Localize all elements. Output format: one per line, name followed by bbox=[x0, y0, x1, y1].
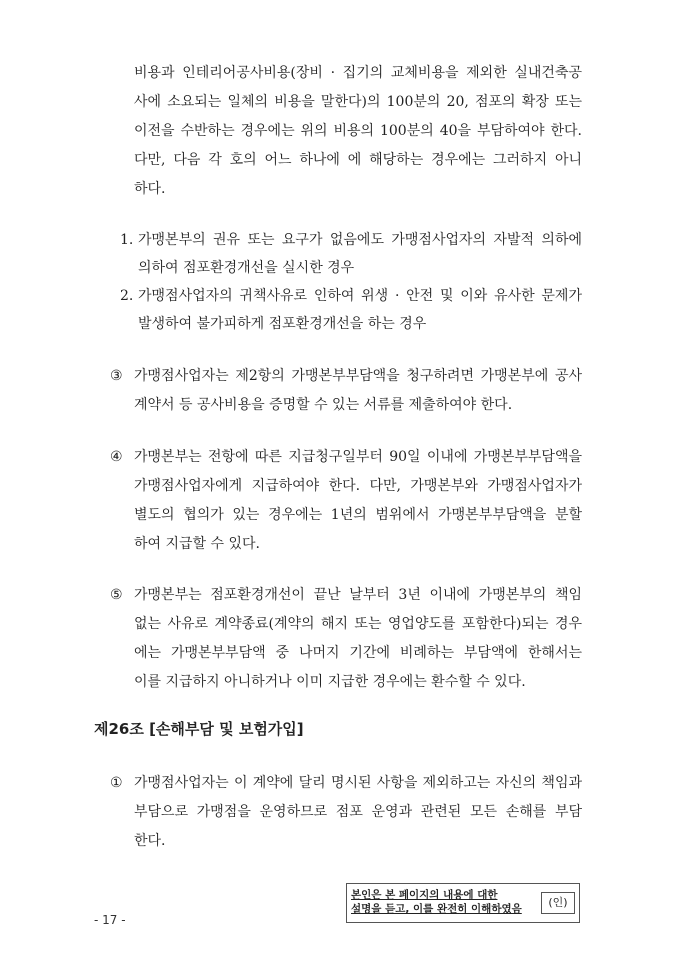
para5-number: ⑤ bbox=[110, 587, 123, 603]
item1-line-1: 가맹본부의 권유 또는 요구가 없음에도 가맹점사업자의 자발적 의하에 bbox=[138, 232, 582, 248]
para4-line-1: 가맹본부는 전항에 따른 지급청구일부터 90일 이내에 가맹본부부담액을 bbox=[134, 449, 582, 465]
item2-number: 2. bbox=[120, 288, 134, 304]
page-number: - 17 - bbox=[94, 913, 126, 927]
intro-line-5: 하다. bbox=[134, 181, 166, 197]
para4-number: ④ bbox=[110, 449, 123, 465]
para3-line-1: 가맹점사업자는 제2항의 가맹본부부담액을 청구하려면 가맹본부에 공사 bbox=[134, 368, 582, 384]
item1-number: 1. bbox=[120, 232, 134, 248]
confirmation-box bbox=[346, 883, 580, 923]
article-heading: 제26조 [손해부담 및 보험가입] bbox=[94, 720, 304, 738]
para4-line-4: 하여 지급할 수 있다. bbox=[134, 536, 260, 552]
art26-para1-line-3: 한다. bbox=[134, 833, 166, 849]
intro-line-2: 사에 소요되는 일체의 비용을 말한다)의 100분의 20, 점포의 확장 또는 bbox=[134, 94, 582, 110]
para5-line-1: 가맹본부는 점포환경개선이 끝난 날부터 3년 이내에 가맹본부의 책임 bbox=[134, 587, 582, 603]
art26-para1-number: ① bbox=[110, 775, 123, 791]
seal-box[interactable]: (인) bbox=[541, 892, 575, 914]
art26-para1-line-1: 가맹점사업자는 이 계약에 달리 명시된 사항을 제외하고는 자신의 책임과 bbox=[134, 775, 582, 791]
intro-line-1: 비용과 인테리어공사비용(장비 · 집기의 교체비용을 제외한 실내건축공 bbox=[134, 65, 582, 81]
para3-number: ③ bbox=[110, 368, 123, 384]
confirmation-line-2: 설명을 듣고, 이를 완전히 이해하였음 bbox=[351, 903, 522, 915]
para5-line-3: 에는 가맹본부부담액 중 나머지 기간에 비례하는 부담액에 한해서는 bbox=[134, 645, 582, 661]
para5-line-2: 없는 사유로 계약종료(계약의 해지 또는 영업양도를 포함한다)되는 경우 bbox=[134, 616, 582, 632]
item2-line-2: 발생하여 불가피하게 점포환경개선을 하는 경우 bbox=[138, 316, 427, 332]
confirmation-text bbox=[351, 888, 541, 916]
para3-line-2: 계약서 등 공사비용을 증명할 수 있는 서류를 제출하여야 한다. bbox=[134, 397, 513, 413]
item1-line-2: 의하여 점포환경개선을 실시한 경우 bbox=[138, 260, 355, 276]
art26-para1-line-2: 부담으로 가맹점을 운영하므로 점포 운영과 관련된 모든 손해를 부담 bbox=[134, 804, 582, 820]
para4-line-2: 가맹점사업자에게 지급하여야 한다. 다만, 가맹본부와 가맹점사업자가 bbox=[134, 478, 582, 494]
para4-line-3: 별도의 협의가 있는 경우에는 1년의 범위에서 가맹본부부담액을 분할 bbox=[134, 507, 582, 523]
intro-line-3: 이전을 수반하는 경우에는 위의 비용의 100분의 40을 부담하여야 한다. bbox=[134, 123, 582, 139]
intro-line-4: 다만, 다음 각 호의 어느 하나에 에 해당하는 경우에는 그러하지 아니 bbox=[134, 152, 582, 168]
item2-line-1: 가맹점사업자의 귀책사유로 인하여 위생 · 안전 및 이와 유사한 문제가 bbox=[138, 288, 582, 304]
para5-line-4: 이를 지급하지 아니하거나 이미 지급한 경우에는 환수할 수 있다. bbox=[134, 674, 526, 690]
confirmation-line-1: 본인은 본 페이지의 내용에 대한 bbox=[351, 889, 498, 901]
